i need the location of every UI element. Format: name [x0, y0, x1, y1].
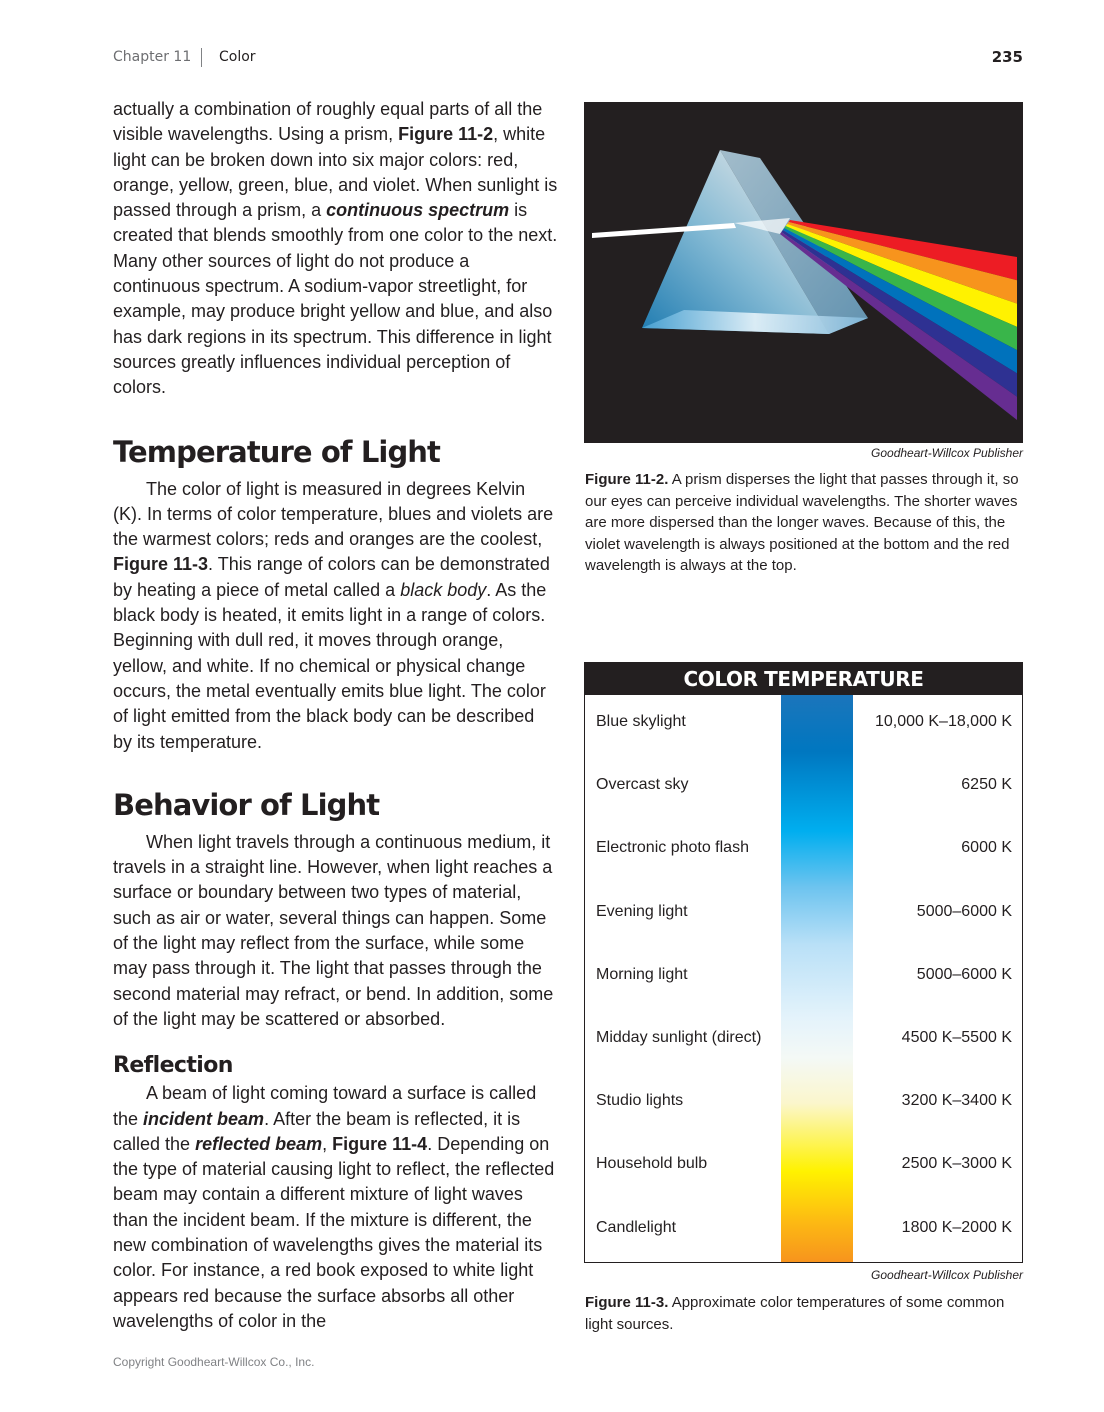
light-source-name: Morning light [596, 965, 688, 983]
copyright-footer: Copyright Goodheart-Willcox Co., Inc. [113, 1355, 315, 1369]
color-temperature-gradient-bar [781, 695, 853, 1262]
color-temperature-value: 5000–6000 K [916, 965, 1012, 983]
reflection-paragraph: A beam of light coming toward a surface is called the incident beam. After the beam is reflected, it is called the reflected beam, Figure 11-4. Depending on the type of material causing light to reflect, the reflected beam may contain a different mixture of light waves than the incident beam. If the mixture is different, the new combination of wavelengths gives the material its color. For instance, a red book exposed to white light appears red because the surface absorbs all other wavelengths of color in the [113, 1083, 555, 1331]
color-temperature-value: 4500 K–5500 K [901, 1029, 1012, 1046]
figure-ref-11-4: Figure 11-4 [332, 1133, 428, 1154]
prism-illustration [584, 102, 1023, 443]
color-temperature-table [584, 662, 1023, 1263]
prism-drawing [584, 102, 1023, 443]
light-source-name: Overcast sky [596, 776, 689, 794]
page-number: 235 [991, 48, 1023, 66]
running-head [113, 48, 1023, 68]
intro-paragraph: actually a combination of roughly equal parts of all the visible wavelengths. Using a prism, Figure 11-2, white light can be broken down into six major colors: red, orange, yellow, green, blue, and violet. When sunlight is passed through a prism, a continuous spectrum is created that blends smoothly from one color to the next. Many other sources of light do not produce a continuous spectrum. A sodium-vapor streetlight, for example, may produce bright yellow and blue, and also has dark regions in its spectrum. This difference in light sources greatly influences individual perception of colors. [113, 99, 558, 398]
figure-ref-11-2: Figure 11-2 [398, 124, 494, 145]
light-source-name: Evening light [596, 902, 688, 920]
term-incident-beam: incident beam [143, 1108, 265, 1129]
color-temperature-value: 1800 K–2000 K [901, 1218, 1012, 1236]
figure-11-3-credit: Goodheart-Willcox Publisher [871, 1268, 1023, 1282]
header-divider [201, 48, 202, 67]
heading-reflection: Reflection [113, 1053, 233, 1079]
term-black-body: black body [400, 579, 487, 600]
color-temperature-value: 2500 K–3000 K [901, 1155, 1012, 1173]
light-source-name: Midday sunlight (direct) [596, 1029, 762, 1046]
light-source-name: Blue skylight [596, 713, 686, 730]
color-temperature-value: 3200 K–3400 K [901, 1092, 1012, 1110]
heading-behavior-of-light: Behavior of Light [113, 787, 380, 822]
left-column [113, 97, 558, 1334]
figure-11-2-label: Figure 11-2. [585, 471, 669, 488]
figure-11-3-caption: Figure 11-3. Approximate color temperatures of some common light sources. [585, 1294, 1005, 1333]
color-temperature-value: 6250 K [961, 776, 1012, 794]
color-temperature-value: 6000 K [961, 839, 1012, 857]
behavior-paragraph: When light travels through a continuous medium, it travels in a straight line. However, when light reaches a surface or boundary between two types of material, such as air or water, several things can happen. Some of the light may reflect from the surface, while some may pass through it. The light that passes through the second material may refract, or bend. In addition, some of the light may be scattered or absorbed. [113, 831, 554, 1029]
light-source-name: Studio lights [596, 1092, 684, 1110]
figure-11-2-caption: Figure 11-2. A prism disperses the light that passes through it, so our eyes can perceive individual wavelengths. The shorter waves are more dispersed than the longer waves. Because of this, the violet wavelength is always positioned at the bottom and the red wavelength is always at the top. [585, 471, 1019, 575]
light-source-name: Electronic photo flash [596, 839, 749, 857]
section-label: Color [219, 49, 256, 65]
light-source-name: Household bulb [596, 1155, 708, 1173]
light-source-name: Candlelight [596, 1218, 677, 1236]
figure-ref-11-3: Figure 11-3 [113, 554, 209, 575]
figure-11-2-credit: Goodheart-Willcox Publisher [871, 446, 1023, 460]
heading-temperature-of-light: Temperature of Light [113, 434, 441, 469]
figure-11-3-label: Figure 11-3. [585, 1294, 669, 1311]
term-reflected-beam: reflected beam [195, 1133, 323, 1154]
color-temperature-value: 5000–6000 K [916, 902, 1012, 920]
chapter-label: Chapter 11 [113, 49, 192, 65]
color-temperature-title: COLOR TEMPERATURE [585, 663, 1022, 695]
term-continuous-spectrum: continuous spectrum [326, 200, 510, 221]
color-temperature-value: 10,000 K–18,000 K [874, 713, 1012, 730]
temperature-paragraph: The color of light is measured in degrees Kelvin (K). In terms of color temperature, blues and violets are the warmest colors; reds and oranges are the coolest, Figure 11-3. This range of colors can be demonstrated by heating a piece of metal called a black body. As the black body is heated, it emits light in a range of colors. Beginning with dull red, it moves through orange, yellow, and white. If no chemical or physical change occurs, the metal eventually emits blue light. The color of light emitted from the black body can be described by its temperature. [113, 478, 554, 752]
